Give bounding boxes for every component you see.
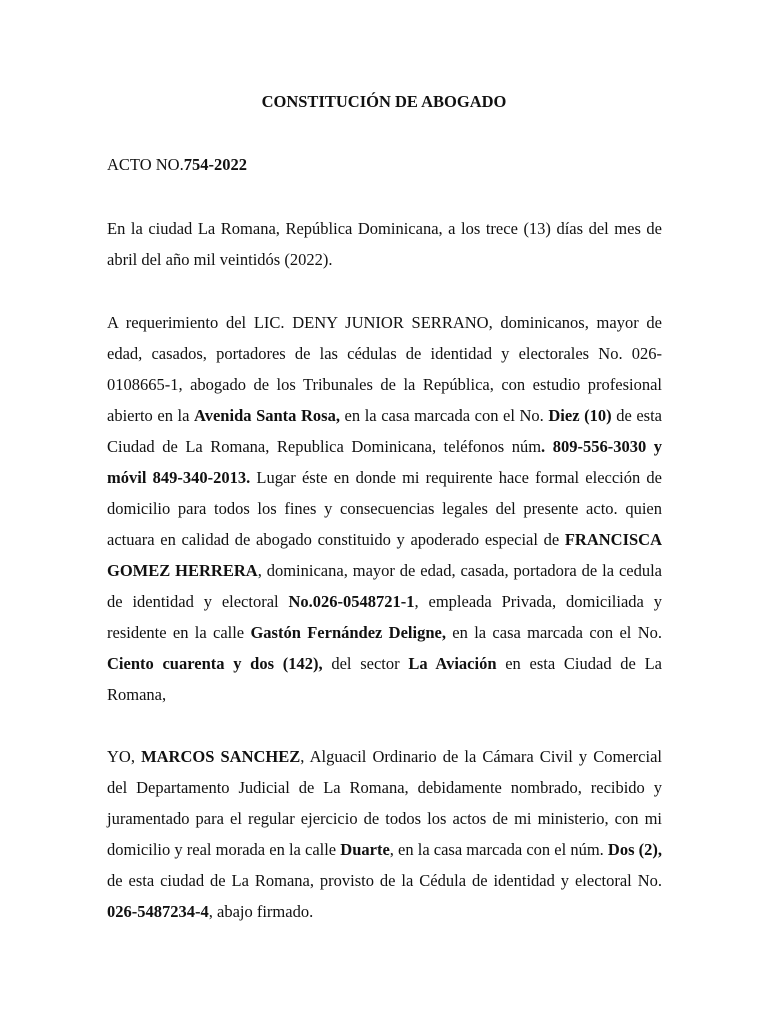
text-segment: , en la casa marcada con el núm. bbox=[389, 840, 608, 859]
text-segment: , empleada Privada, domiciliada y residente en la calle bbox=[107, 592, 662, 642]
paragraph-bailiff bbox=[107, 741, 662, 927]
address-number: Diez (10) bbox=[548, 406, 612, 425]
text-segment: del sector bbox=[322, 654, 409, 673]
text-segment: de esta ciudad de La Romana, provisto de la Cédula de identidad y electoral No. bbox=[107, 871, 662, 890]
text-segment: A requerimiento del LIC. DENY JUNIOR SERRANO, dominicanos, mayor de edad, casados, portadores de las cédulas de identidad y electorales No. 026-0108665-1, abogado de los Tribunales de la República, con estudio profesional abierto en la bbox=[107, 313, 662, 425]
text-segment: , dominicana, mayor de edad, casada, portadora de la cedula de identidad y electoral bbox=[107, 561, 662, 611]
bailiff-house-number: Dos (2), bbox=[607, 840, 663, 859]
act-number-prefix: ACTO NO. bbox=[107, 155, 184, 174]
act-number-value: 754-2022 bbox=[183, 155, 247, 174]
paragraph-requirement bbox=[107, 307, 662, 710]
client-id-number: No.026-0548721-1 bbox=[288, 592, 415, 611]
text-segment: en la casa marcada con el No. bbox=[339, 406, 549, 425]
bailiff-name: MARCOS SANCHEZ bbox=[141, 747, 301, 766]
text-segment: YO, bbox=[107, 747, 142, 766]
text-segment: , abajo firmado. bbox=[208, 902, 314, 921]
address-street: Avenida Santa Rosa, bbox=[194, 406, 340, 425]
document-title: CONSTITUCIÓN DE ABOGADO bbox=[261, 92, 507, 111]
client-sector: La Aviación bbox=[408, 654, 497, 673]
text-segment: de esta Ciudad de La Romana, Republica Dominicana, teléfonos núm bbox=[107, 406, 662, 456]
bailiff-id-number: 026-5487234-4 bbox=[107, 902, 209, 921]
client-house-number: Ciento cuarenta y dos (142), bbox=[107, 654, 323, 673]
text-segment: en la casa marcada con el No. bbox=[445, 623, 662, 642]
text-segment: en esta Ciudad de La Romana, bbox=[107, 654, 662, 704]
phone-numbers: . 809-556-3030 y móvil 849-340-2013. bbox=[107, 437, 662, 487]
bailiff-street: Duarte bbox=[340, 840, 390, 859]
text-segment: Lugar éste en donde mi requirente hace formal elección de domicilio para todos los fines y consecuencias legales del presente acto. quien actuara en calidad de abogado constituido y apoderado especial de bbox=[107, 468, 663, 549]
text-segment: , Alguacil Ordinario de la Cámara Civil y Comercial del Departamento Judicial de La Romana, debidamente nombrado, recibido y juramentado para el regular ejercicio de todos los actos de mi ministerio, con mi domicilio y real morada en la calle bbox=[107, 747, 662, 859]
client-street: Gastón Fernández Deligne, bbox=[250, 623, 446, 642]
client-name: FRANCISCA GOMEZ HERRERA bbox=[107, 530, 662, 580]
paragraph-date: En la ciudad La Romana, República Dominicana, a los trece (13) días del mes de abril del año mil veintidós (2022). bbox=[107, 219, 662, 269]
act-number bbox=[107, 153, 247, 177]
